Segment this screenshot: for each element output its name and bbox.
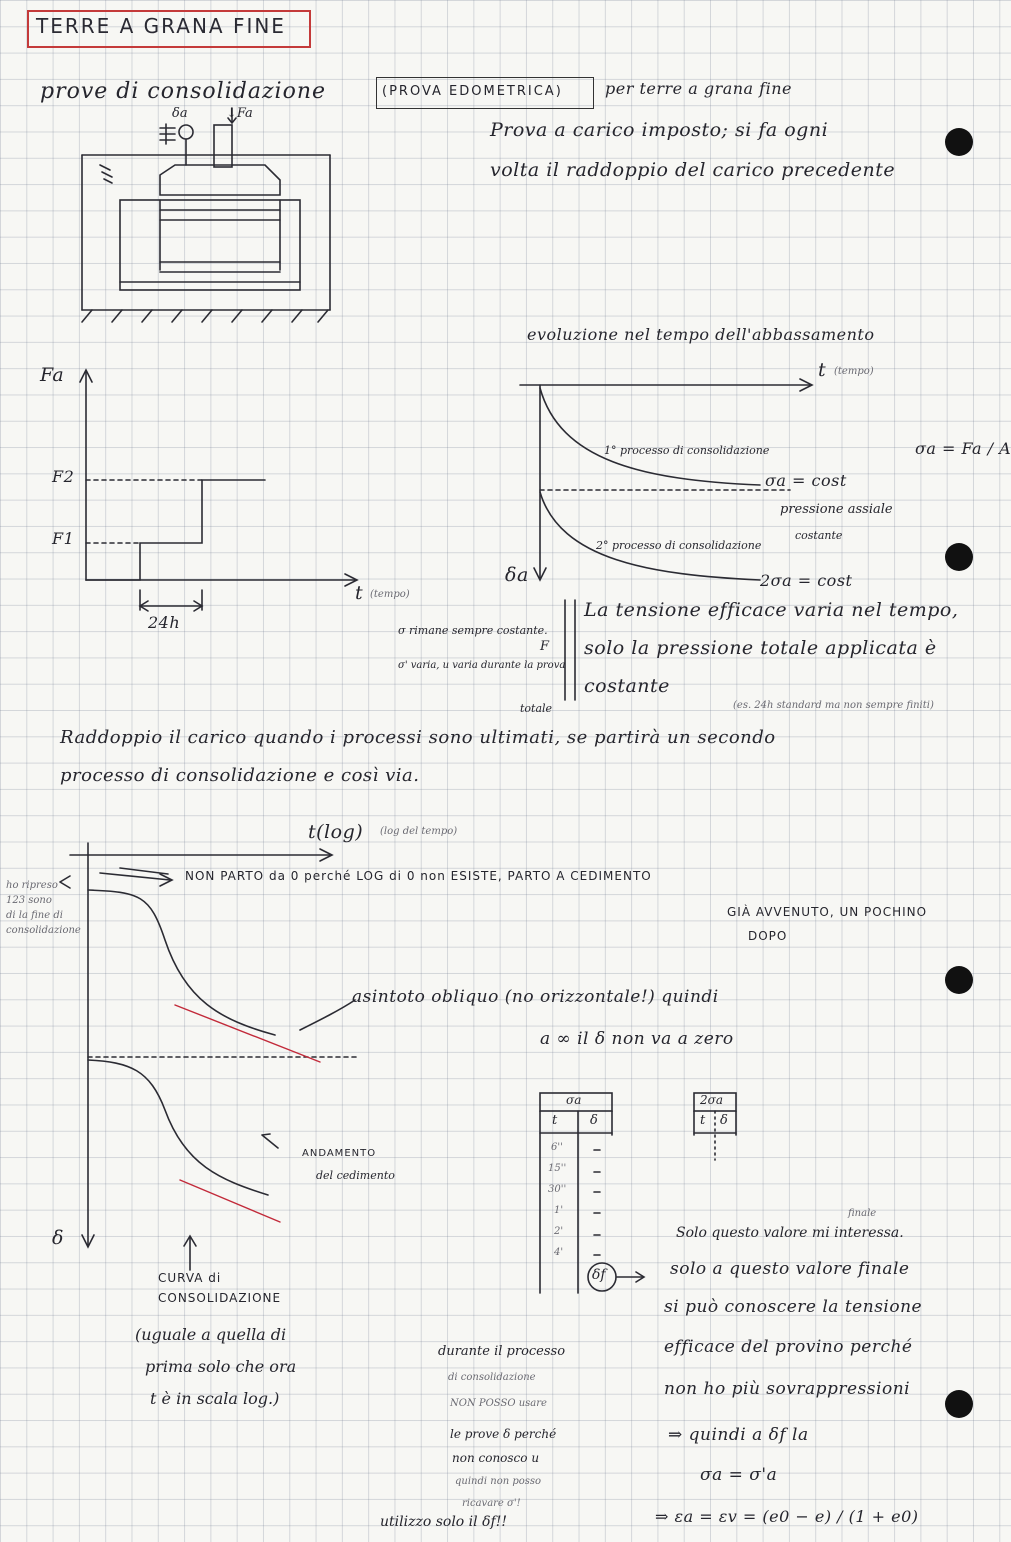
curva-label-b: CONSOLIDAZIONE: [158, 1291, 282, 1305]
center-note-8: utilizzo solo il δf!!: [380, 1514, 507, 1530]
load-chart-steps: [86, 480, 265, 611]
note-small-1: σ rimane sempre costante.: [398, 624, 548, 637]
asymptote-note-b: a ∞ il δ non va a zero: [540, 1029, 734, 1049]
right-note-4: efficace del provino perché: [664, 1337, 913, 1357]
log-arrow-note-c: DOPO: [748, 929, 788, 943]
right-note-final: finale: [848, 1208, 877, 1219]
right-note-5: non ho più sovrappressioni: [664, 1379, 911, 1399]
stress-formula: σa = Fa / A: [915, 439, 1011, 458]
note-small-4: totale: [520, 702, 553, 715]
right-note-7: σa = σ'a: [700, 1465, 778, 1485]
paragraph-line-1: Raddoppio il carico quando i processi sono ultimati, se partirà un secondo: [60, 727, 776, 748]
table-2-header: 2σa: [700, 1093, 723, 1107]
center-note-7: ricavare σ'!: [462, 1498, 521, 1509]
table-1-time: 30'': [548, 1184, 567, 1195]
load-y-label: Fa: [40, 364, 65, 386]
curve-1-end: σa = cost: [765, 471, 847, 490]
note-small-2: σ' varia, u varia durante la prova: [398, 660, 566, 671]
load-f2-label: F2: [52, 467, 75, 486]
paragraph-line-2: processo di consolidazione e così via.: [60, 765, 420, 786]
center-note-5: non conosco u: [452, 1451, 540, 1465]
settlement-t-label: t: [818, 359, 827, 381]
curve-1-note-b: costante: [795, 529, 843, 542]
curva-label-a: CURVA di: [158, 1271, 222, 1285]
center-note-3: NON POSSO usare: [450, 1398, 547, 1409]
settlement-y-label: δa: [505, 564, 529, 586]
load-chart-axes: [80, 370, 357, 586]
log-x-unit: (log del tempo): [380, 826, 458, 837]
curve-2-end: 2σa = cost: [760, 571, 853, 590]
center-note-2: di consolidazione: [448, 1372, 536, 1383]
load-f1-label: F1: [52, 529, 75, 548]
oedometer-sketch: [82, 108, 330, 322]
note-main-1: La tensione efficace varia nel tempo,: [584, 599, 959, 621]
intro-line-1: Prova a carico imposto; si fa ogni: [490, 119, 829, 141]
log-x-label: t(log): [308, 821, 364, 843]
note-example: (es. 24h standard ma non sempre finiti): [733, 700, 934, 711]
intro-line-2: volta il raddoppio del carico precedente: [490, 159, 896, 181]
section-heading: prove di consolidazione: [40, 79, 327, 104]
table-1-time: 2': [554, 1226, 564, 1237]
table-2-col-d: δ: [720, 1113, 728, 1128]
settlement-t-unit: (tempo): [834, 366, 874, 377]
right-note-3: si può conoscere la tensione: [664, 1297, 923, 1317]
load-x-label: t: [355, 582, 364, 604]
note-main-3: costante: [584, 675, 670, 697]
note-main-2: solo la pressione totale applicata è: [584, 637, 937, 659]
table-1-final: δf: [592, 1267, 606, 1283]
log-arrow-note-a: NON PARTO da 0 perché LOG di 0 non ESISTE, PARTO A CEDIMENTO: [185, 869, 652, 883]
asymptote-note-a: asintoto obliquo (no orizzontale!) quindi: [352, 987, 719, 1007]
andamento-label-a: ANDAMENTO: [302, 1148, 377, 1159]
curve-2-label: 2° processo di consolidazione: [596, 539, 762, 552]
log-chart: [60, 843, 360, 1270]
log-y-label: δ: [52, 1227, 64, 1249]
log-margin-note: ho ripreso 123 sono di la fine di consolidazione: [6, 880, 81, 936]
right-note-2: solo a questo valore finale: [670, 1259, 910, 1279]
curva-note-c: t è in scala log.): [150, 1389, 280, 1408]
load-x-unit: (tempo): [370, 589, 410, 600]
center-note-6: quindi non posso: [455, 1476, 542, 1487]
apparatus-force-label: ↓Fa: [226, 106, 253, 121]
curva-note-a: (uguale a quella di: [135, 1325, 287, 1344]
curve-1-note-a: pressione assiale: [780, 502, 893, 517]
table-1-time: 1': [554, 1205, 564, 1216]
table-1-header: σa: [566, 1093, 582, 1107]
note-small-3: F: [540, 639, 550, 654]
settlement-title: evoluzione nel tempo dell'abbassamento: [527, 325, 875, 344]
table-2-col-t: t: [700, 1113, 706, 1128]
table-1-col-d: δ: [590, 1113, 598, 1128]
table-1-time: 6'': [551, 1142, 563, 1153]
andamento-label-b: del cedimento: [316, 1169, 395, 1182]
right-note-6: ⇒ quindi a δf la: [668, 1425, 809, 1445]
curve-1-label: 1° processo di consolidazione: [604, 444, 770, 457]
center-note-4: le prove δ perché: [450, 1427, 557, 1441]
table-1-time: 15'': [548, 1163, 567, 1174]
page-title: TERRE A GRANA FINE: [36, 14, 286, 38]
apparatus-delta-label: δa: [172, 106, 188, 121]
curva-note-b: prima solo che ora: [145, 1357, 297, 1376]
right-note-8: ⇒ εa = εv = (e0 − e) / (1 + e0): [655, 1507, 919, 1526]
table-1-time: 4': [554, 1247, 564, 1258]
center-note-1: durante il processo: [438, 1344, 566, 1359]
table-1-col-t: t: [552, 1113, 558, 1128]
prova-label: (PROVA EDOMETRICA): [382, 84, 563, 99]
right-note-1: Solo questo valore mi interessa.: [676, 1225, 904, 1241]
log-arrow-note-b: GIÀ AVVENUTO, UN POCHINO: [727, 905, 928, 919]
load-interval-label: 24h: [148, 613, 181, 632]
heading-tail: per terre a grana fine: [605, 79, 792, 98]
